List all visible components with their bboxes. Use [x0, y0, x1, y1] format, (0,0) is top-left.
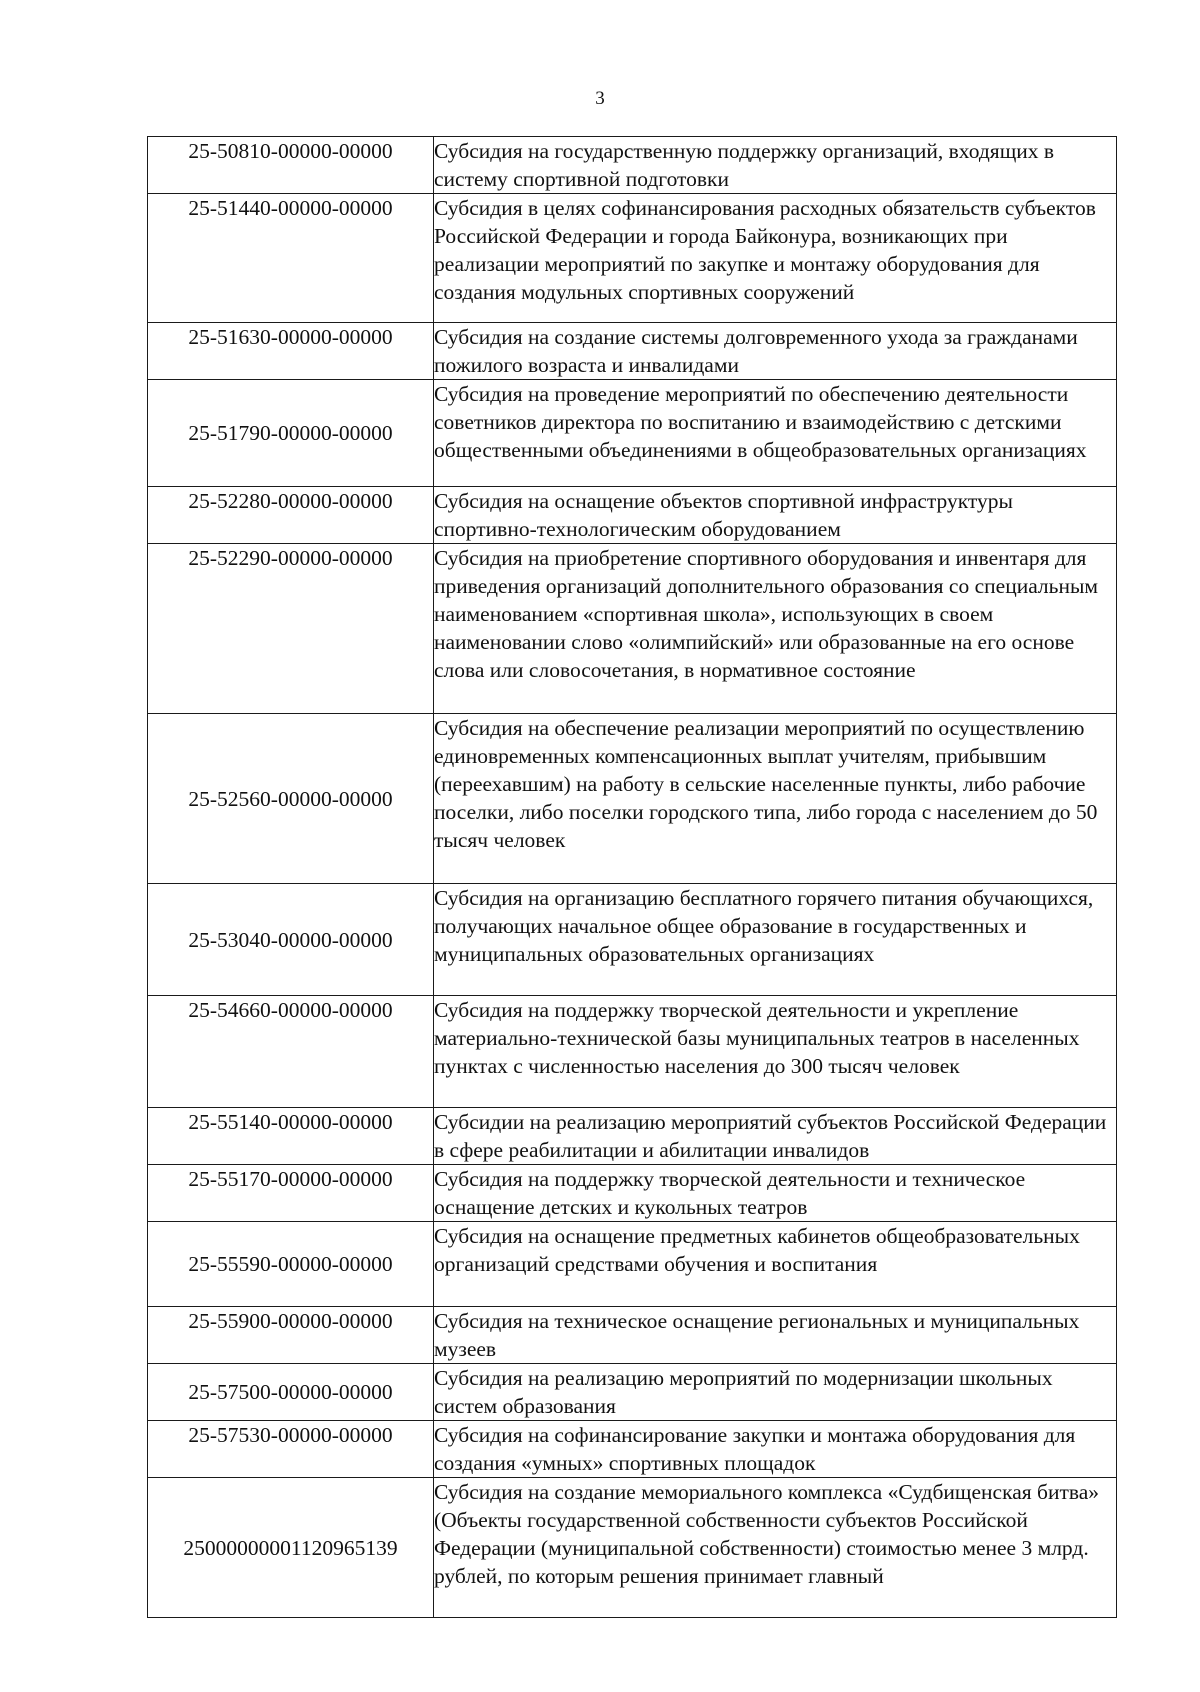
subsidy-code-cell — [148, 380, 434, 487]
table-row — [148, 1478, 1117, 1618]
subsidy-code-cell — [148, 1165, 434, 1222]
subsidy-code: 25-54660-00000-00000 — [188, 998, 393, 1022]
subsidy-code: 25-52560-00000-00000 — [188, 786, 393, 811]
subsidy-code: 25-55170-00000-00000 — [188, 1167, 393, 1191]
subsidy-description-cell — [434, 1108, 1117, 1165]
subsidy-code-cell — [148, 1307, 434, 1364]
subsidy-code-cell — [148, 714, 434, 884]
subsidy-code-cell — [148, 1421, 434, 1478]
table-row — [148, 1421, 1117, 1478]
subsidy-code-cell — [148, 323, 434, 380]
subsidy-description: Субсидия на создание системы долговременного ухода за гражданами пожилого возраста и инвалидами — [434, 325, 1078, 377]
subsidy-code-cell — [148, 487, 434, 544]
subsidy-code: 25-51790-00000-00000 — [188, 421, 393, 445]
subsidy-code: 25-52280-00000-00000 — [188, 489, 393, 513]
table-row — [148, 1364, 1117, 1421]
subsidy-code-cell — [148, 137, 434, 194]
subsidy-description: Субсидия на проведение мероприятий по обеспечению деятельности советников директора по воспитанию и взаимодействию с детскими общественными объединениями в общеобразовательных организациях — [434, 382, 1087, 462]
table-row — [148, 380, 1117, 487]
subsidy-description-cell — [434, 996, 1117, 1108]
table-row — [148, 1108, 1117, 1165]
subsidy-code-cell — [148, 884, 434, 996]
subsidy-description: Субсидия в целях софинансирования расходных обязательств субъектов Российской Федерации и города Байконура, возникающих при реализации мероприятий по закупке и монтажу оборудования для создания модульных спортивных сооружений — [434, 196, 1096, 304]
subsidy-description: Субсидия на оснащение объектов спортивной инфраструктуры спортивно-технологическим оборудованием — [434, 489, 1013, 541]
subsidy-table — [147, 136, 1117, 1618]
subsidy-description-cell — [434, 1222, 1117, 1307]
subsidy-code: 25-55590-00000-00000 — [188, 1252, 393, 1276]
table-row — [148, 714, 1117, 884]
table-row — [148, 544, 1117, 714]
subsidy-code: 25-57500-00000-00000 — [188, 1380, 393, 1404]
subsidy-description-cell — [434, 1421, 1117, 1478]
subsidy-table-body — [148, 137, 1117, 1618]
subsidy-description-cell — [434, 323, 1117, 380]
subsidy-description-cell — [434, 137, 1117, 194]
subsidy-code: 25-50810-00000-00000 — [188, 139, 393, 163]
subsidy-code: 25-53040-00000-00000 — [188, 927, 393, 952]
subsidy-description: Субсидия на поддержку творческой деятельности и техническое оснащение детских и кукольных театров — [434, 1167, 1026, 1219]
subsidy-description: Субсидия на поддержку творческой деятельности и укрепление материально-технической базы муниципальных театров в населенных пунктах с численностью населения до 300 тысяч человек — [434, 998, 1080, 1078]
subsidy-code: 25-52290-00000-00000 — [188, 546, 393, 570]
subsidy-code: 25-55140-00000-00000 — [188, 1110, 393, 1134]
subsidy-description: Субсидия на приобретение спортивного оборудования и инвентаря для приведения организаций дополнительного образования со специальным наименованием «спортивная школа», использующих в своем наименовании слово «олимпийский» или образованные на его основе слова или словосочетания, в нормативное состояние — [434, 546, 1099, 682]
subsidy-code-cell — [148, 1222, 434, 1307]
table-row — [148, 996, 1117, 1108]
subsidy-description-cell — [434, 1478, 1117, 1618]
table-row — [148, 1222, 1117, 1307]
subsidy-code-cell — [148, 194, 434, 323]
subsidy-description: Субсидия на оснащение предметных кабинетов общеобразовательных организаций средствами обучения и воспитания — [434, 1224, 1080, 1276]
subsidy-description-cell — [434, 194, 1117, 323]
subsidy-description-cell — [434, 380, 1117, 487]
subsidy-description-cell — [434, 884, 1117, 996]
subsidy-code: 25000000001120965139 — [183, 1535, 398, 1560]
page-number: 3 — [595, 88, 605, 109]
subsidy-description-cell — [434, 1364, 1117, 1421]
subsidy-description-cell — [434, 1307, 1117, 1364]
subsidy-description-cell — [434, 544, 1117, 714]
table-row — [148, 1165, 1117, 1222]
subsidy-code-cell — [148, 1478, 434, 1618]
table-row — [148, 323, 1117, 380]
table-row — [148, 884, 1117, 996]
subsidy-description: Субсидия на организацию бесплатного горячего питания обучающихся, получающих начальное общее образование в государственных и муниципальных образовательных организациях — [434, 886, 1094, 966]
subsidy-code: 25-57530-00000-00000 — [188, 1423, 393, 1447]
subsidy-description-cell — [434, 487, 1117, 544]
table-row — [148, 487, 1117, 544]
subsidy-code: 25-51440-00000-00000 — [188, 196, 393, 220]
subsidy-code: 25-55900-00000-00000 — [188, 1309, 393, 1333]
subsidy-code: 25-51630-00000-00000 — [188, 325, 393, 349]
subsidy-description: Субсидия на техническое оснащение региональных и муниципальных музеев — [434, 1309, 1080, 1361]
subsidy-description: Субсидии на реализацию мероприятий субъектов Российской Федерации в сфере реабилитации и абилитации инвалидов — [434, 1110, 1107, 1162]
subsidy-description: Субсидия на обеспечение реализации мероприятий по осуществлению единовременных компенсационных выплат учителям, прибывшим (переехавшим) на работу в сельские населенные пункты, либо рабочие поселки, либо поселки городского типа, либо города с населением до 50 тысяч человек — [434, 716, 1098, 852]
subsidy-description: Субсидия на софинансирование закупки и монтажа оборудования для создания «умных» спортивных площадок — [434, 1423, 1076, 1475]
subsidy-description-cell — [434, 714, 1117, 884]
subsidy-description: Субсидия на государственную поддержку организаций, входящих в систему спортивной подготовки — [434, 139, 1055, 191]
subsidy-description: Субсидия на создание мемориального комплекса «Судбищенская битва» (Объекты государственной собственности субъектов Российской Федерации (муниципальной собственности) стоимостью менее 3 млрд. рублей, по которым решения принимает главный — [434, 1480, 1100, 1588]
subsidy-code-cell — [148, 1108, 434, 1165]
table-row — [148, 1307, 1117, 1364]
subsidy-code-cell — [148, 1364, 434, 1421]
subsidy-code-cell — [148, 996, 434, 1108]
table-row — [148, 194, 1117, 323]
subsidy-code-cell — [148, 544, 434, 714]
table-row — [148, 137, 1117, 194]
subsidy-description-cell — [434, 1165, 1117, 1222]
subsidy-description: Субсидия на реализацию мероприятий по модернизации школьных систем образования — [434, 1366, 1053, 1418]
